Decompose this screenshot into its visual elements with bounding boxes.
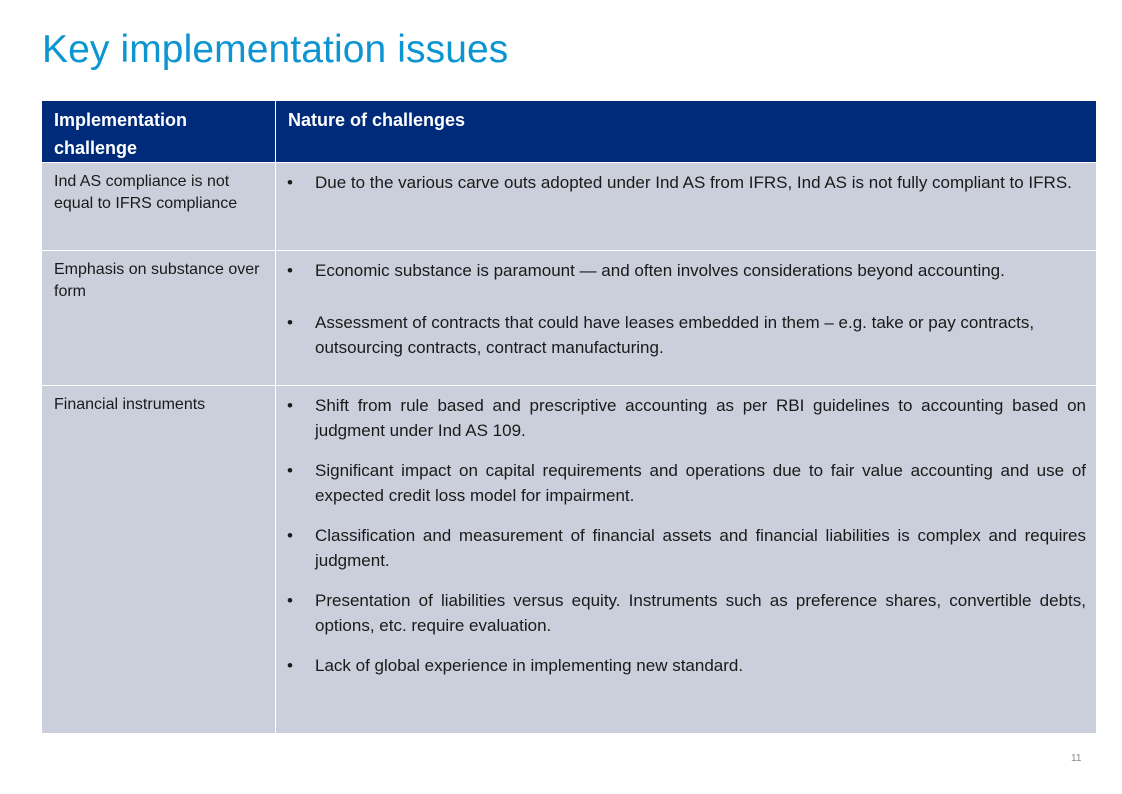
bullet-icon: •: [287, 656, 293, 675]
bullet-item: [286, 170, 1086, 195]
bullet-icon: •: [287, 396, 293, 415]
bullet-item: [286, 258, 1086, 283]
bullet-icon: •: [287, 461, 293, 480]
nature-cell: [276, 386, 1097, 734]
header-nature-of-challenges: Nature of challenges: [276, 101, 1097, 163]
nature-cell: [276, 163, 1097, 251]
bullet-text: Shift from rule based and prescriptive accounting as per RBI guidelines to accounting based on judgment under Ind AS 109.: [315, 396, 1086, 440]
challenge-cell: Ind AS compliance is not equal to IFRS compliance: [42, 163, 276, 251]
bullet-icon: •: [287, 591, 293, 610]
bullet-icon: •: [287, 173, 293, 192]
page-number: 11: [1071, 753, 1082, 764]
bullet-item: [286, 653, 1086, 678]
bullet-text: Presentation of liabilities versus equity. Instruments such as preference shares, convertible debts, options, etc. require evaluation.: [315, 591, 1086, 635]
table-row: [42, 251, 1097, 386]
bullet-list: [286, 258, 1086, 360]
challenge-cell: Emphasis on substance over form: [42, 251, 276, 386]
table-header-row: [42, 101, 1097, 163]
bullet-text: Classification and measurement of financial assets and financial liabilities is complex and requires judgment.: [315, 526, 1086, 570]
challenge-cell: Financial instruments: [42, 386, 276, 734]
bullet-list: [286, 393, 1086, 678]
bullet-text: Assessment of contracts that could have leases embedded in them – e.g. take or pay contracts, outsourcing contracts, contract manufacturing.: [315, 313, 1035, 357]
bullet-text: Due to the various carve outs adopted under Ind AS from IFRS, Ind AS is not fully compliant to IFRS.: [315, 173, 1072, 192]
bullet-icon: •: [287, 261, 293, 280]
bullet-item: [286, 310, 1086, 360]
bullet-text: Significant impact on capital requirements and operations due to fair value accounting and use of expected credit loss model for impairment.: [315, 461, 1086, 505]
bullet-list: [286, 170, 1086, 195]
bullet-icon: •: [287, 526, 293, 545]
bullet-text: Economic substance is paramount — and often involves considerations beyond accounting.: [315, 261, 1005, 280]
bullet-item: [286, 588, 1086, 638]
bullet-icon: •: [287, 313, 293, 332]
table-row: [42, 386, 1097, 734]
bullet-item: [286, 458, 1086, 508]
bullet-text: Lack of global experience in implementing new standard.: [315, 656, 744, 675]
bullet-item: [286, 393, 1086, 443]
nature-cell: [276, 251, 1097, 386]
page-title: Key implementation issues: [42, 28, 509, 71]
table-row: [42, 163, 1097, 251]
header-implementation-challenge: Implementation challenge: [42, 101, 276, 163]
implementation-issues-table: [41, 100, 1097, 734]
bullet-item: [286, 523, 1086, 573]
